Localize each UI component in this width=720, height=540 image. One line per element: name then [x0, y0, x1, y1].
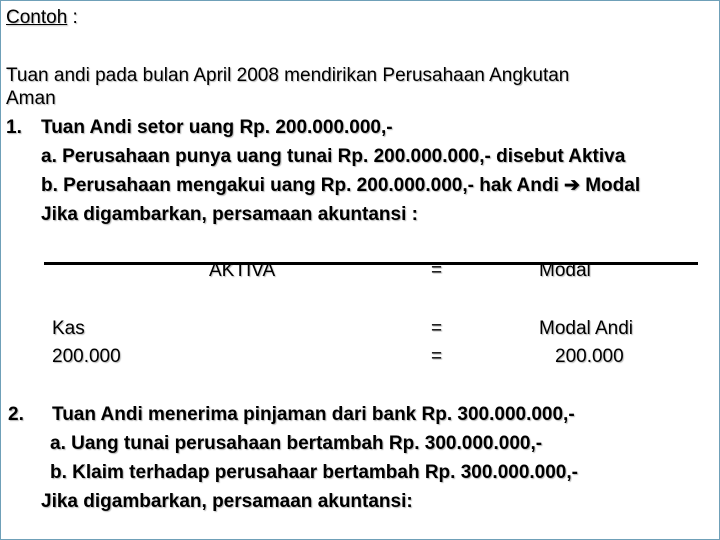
equation-row2-value-left: 200.000 [52, 346, 121, 367]
equation-header-modal: Modal [539, 260, 591, 281]
equation-row2-value-right: 200.000 [555, 346, 624, 367]
intro-line-1: Tuan andi pada bulan April 2008 mendirikan Perusahaan Angkutan [6, 65, 570, 86]
equation-header-aktiva: AKTIVA [209, 260, 276, 281]
heading-suffix: : [67, 7, 78, 28]
item1-point-b [41, 175, 640, 197]
equation-row2-equals: = [431, 346, 443, 367]
right-arrow-icon: ➔ [564, 175, 580, 196]
item2-point-a: a. Uang tunai perusahaan bertambah Rp. 300.000.000,- [50, 433, 543, 454]
item2-text: Tuan Andi menerima pinjaman dari bank Rp. 300.000.000,- [52, 404, 575, 425]
item2-conclusion: Jika digambarkan, persamaan akuntansi: [41, 491, 413, 512]
intro-line-2: Aman [6, 88, 56, 109]
item1-point-b-text: b. Perusahaan mengakui uang Rp. 200.000.000,- hak Andi [41, 175, 565, 196]
item1-point-a: a. Perusahaan punya uang tunai Rp. 200.000.000,- disebut Aktiva [41, 146, 626, 167]
item1-point-b-modal: Modal [579, 175, 641, 196]
equation-header-equals: = [431, 260, 443, 281]
item2-number: 2. [8, 404, 24, 425]
item1-number: 1. [6, 117, 22, 138]
heading [6, 7, 78, 29]
item1-conclusion: Jika digambarkan, persamaan akuntansi : [41, 204, 418, 225]
equation-row1-equals: = [431, 318, 443, 339]
heading-word: Contoh [6, 7, 68, 28]
item1-text: Tuan Andi setor uang Rp. 200.000.000,- [41, 117, 393, 138]
equation-row1-modal-andi: Modal Andi [539, 318, 634, 339]
equation-row1-kas: Kas [52, 318, 85, 339]
item2-point-b: b. Klaim terhadap perusahaar bertambah Rp. 300.000.000,- [50, 462, 578, 483]
equation-divider [44, 262, 698, 265]
